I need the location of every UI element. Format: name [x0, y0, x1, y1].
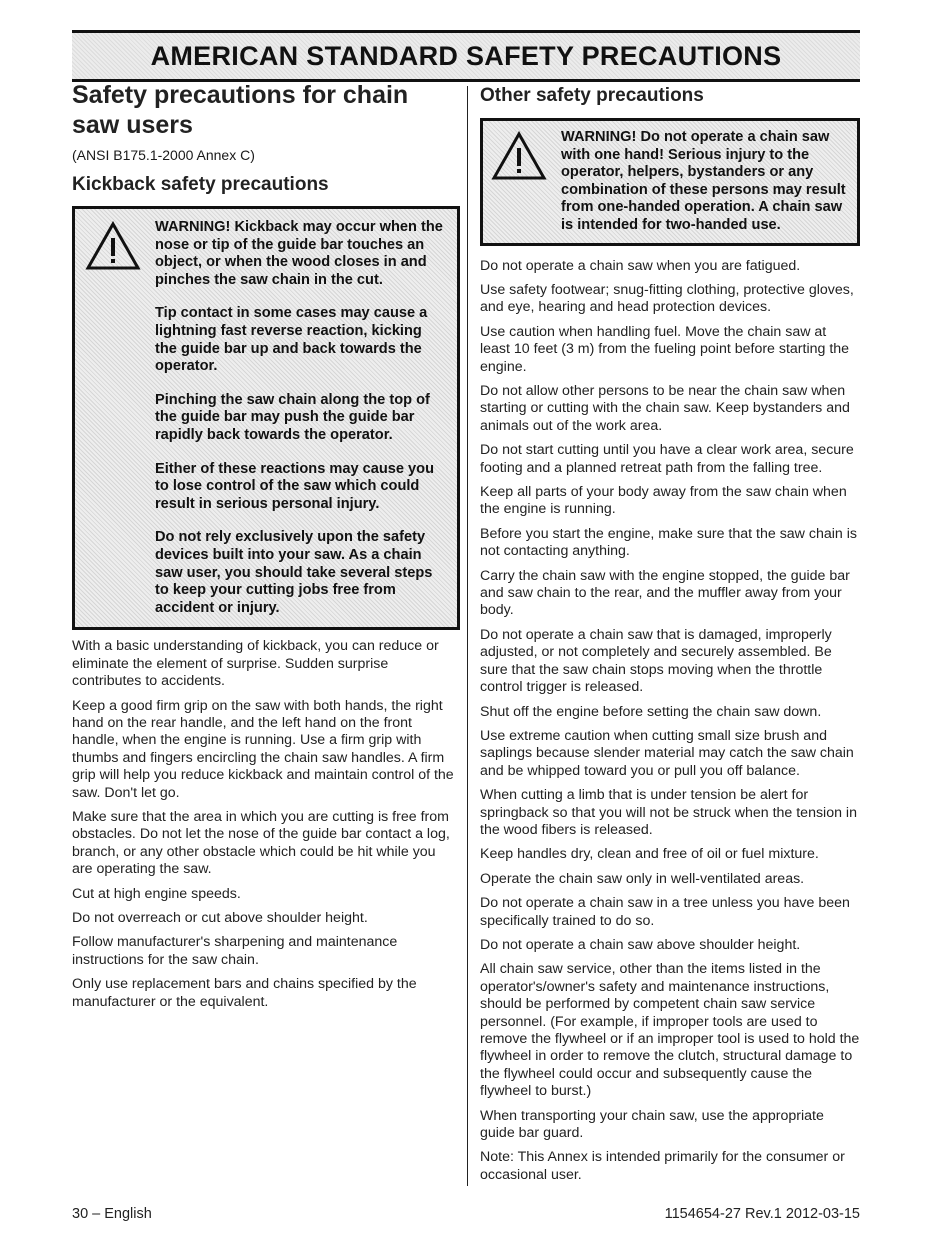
warning-triangle-icon — [491, 131, 547, 181]
column-divider — [467, 86, 468, 1186]
paragraph: Operate the chain saw only in well-ventilated areas. — [480, 870, 805, 887]
document-reference: 1154654-27 Rev.1 2012-03-15 — [664, 1206, 860, 1222]
paragraph: With a basic understanding of kickback, you can reduce or eliminate the element of surprise. Sudden surprise contributes to accidents. — [72, 638, 439, 690]
right-body — [480, 258, 860, 1185]
one-hand-warning-box — [480, 118, 860, 246]
paragraph: Shut off the engine before setting the chain saw down. — [480, 703, 822, 720]
paragraph: Do not allow other persons to be near the chain saw when starting or cutting with the chain saw. Keep bystanders and animals out of the work area. — [480, 383, 850, 434]
paragraph: Carry the chain saw with the engine stopped, the guide bar and saw chain to the rear, and the muffler away from your body. — [480, 567, 850, 619]
banner-title: AMERICAN STANDARD SAFETY PRECAUTIONS — [150, 40, 782, 71]
paragraph: Cut at high engine speeds. — [72, 885, 241, 902]
paragraph: All chain saw service, other than the items listed in the operator's/owner's safety and maintenance instructions, should be performed by competent chain saw service personnel. (For example, if improper tools are used to remove the flywheel or if an improper tool is used to hold the flywheel in order to remove the clutch, structural damage to the flywheel could occur and subsequently cause the flywheel to burst.) — [480, 961, 860, 1100]
paragraph: Do not overreach or cut above shoulder height. — [72, 909, 368, 926]
warning-text: Pinching the saw chain along the top of the guide bar may push the guide bar rapidly back towards the operator. — [155, 391, 430, 443]
paragraph: Do not start cutting until you have a clear work area, secure footing and a planned retreat path from the falling tree. — [480, 442, 854, 476]
left-column — [72, 80, 460, 1018]
paragraph: Use extreme caution when cutting small size brush and saplings because slender material may catch the saw chain and be whipped toward you or pull you off balance. — [480, 727, 854, 779]
left-body — [72, 638, 460, 1011]
warning-text: Tip contact in some cases may cause a lightning fast reverse reaction, kicking the guide bar up and back towards the operator. — [155, 305, 428, 375]
kickback-subheading: Kickback safety precautions — [72, 174, 329, 195]
paragraph: Only use replacement bars and chains specified by the manufacturer or the equivalent. — [72, 976, 417, 1010]
paragraph: Do not operate a chain saw that is damaged, improperly adjusted, or not completely and securely assembled. Be sure that the saw chain stops moving when the throttle control trigger is released. — [480, 626, 832, 696]
paragraph: Use safety footwear; snug-fitting clothing, protective gloves, and eye, hearing and head protection devices. — [480, 281, 854, 316]
paragraph: Keep a good firm grip on the saw with both hands, the right hand on the rear handle, and the left hand on the front handle, when the engine is running. Use a firm grip with thumbs and fingers encircling the chain saw handles. A firm grip will help you reduce kickback and maintain control of the saw. Don't let go. — [72, 697, 454, 801]
warning-triangle-icon — [85, 221, 141, 271]
paragraph: When cutting a limb that is under tension be alert for springback so that you will not be struck when the tension in the wood fibers is released. — [480, 787, 857, 838]
paragraph: When transporting your chain saw, use the appropriate guide bar guard. — [480, 1107, 824, 1142]
page-banner — [72, 30, 860, 82]
page-number: 30 – English — [72, 1206, 152, 1222]
paragraph: Note: This Annex is intended primarily for the consumer or occasional user. — [480, 1149, 845, 1183]
paragraph: Make sure that the area in which you are cutting is free from obstacles. Do not let the nose of the guide bar contact a log, branch, or any other obstacle which could be hit while you are operating the saw. — [72, 808, 450, 878]
section-heading: Other safety precautions — [480, 85, 704, 106]
warning-text: WARNING! Do not operate a chain saw with one hand! Serious injury to the operator, helpers, bystanders or any combination of these persons may result from one-handed operation. A chain saw is intended for two-handed use. — [561, 129, 846, 233]
paragraph: Keep handles dry, clean and free of oil or fuel mixture. — [480, 846, 819, 863]
paragraph: Do not operate a chain saw above shoulder height. — [480, 936, 801, 953]
paragraph: Follow manufacturer's sharpening and maintenance instructions for the saw chain. — [72, 934, 398, 968]
paragraph: Before you start the engine, make sure that the saw chain is not contacting anything. — [480, 525, 857, 560]
section-heading: Safety precautions for chain saw users — [72, 81, 409, 139]
kickback-warning-box — [72, 206, 460, 630]
paragraph: Do not operate a chain saw when you are fatigued. — [480, 257, 801, 274]
paragraph: Use caution when handling fuel. Move the chain saw at least 10 feet (3 m) from the fueling point before starting the engine. — [480, 323, 850, 375]
paragraph: Do not operate a chain saw in a tree unless you have been specifically trained to do so. — [480, 895, 850, 929]
right-column — [480, 80, 860, 1191]
warning-text: WARNING! Kickback may occur when the nose or tip of the guide bar touches an object, or when the wood closes in and pinches the saw chain in the cut. — [155, 219, 443, 288]
paragraph: Keep all parts of your body away from the saw chain when the engine is running. — [480, 484, 847, 518]
standard-reference: (ANSI B175.1-2000 Annex C) — [72, 147, 255, 163]
warning-text: Either of these reactions may cause you to lose control of the saw which could result in serious personal injury. — [155, 460, 435, 512]
warning-text: Do not rely exclusively upon the safety devices built into your saw. As a chain saw user, you should take several steps to keep your cutting jobs free from accident or injury. — [155, 529, 433, 616]
